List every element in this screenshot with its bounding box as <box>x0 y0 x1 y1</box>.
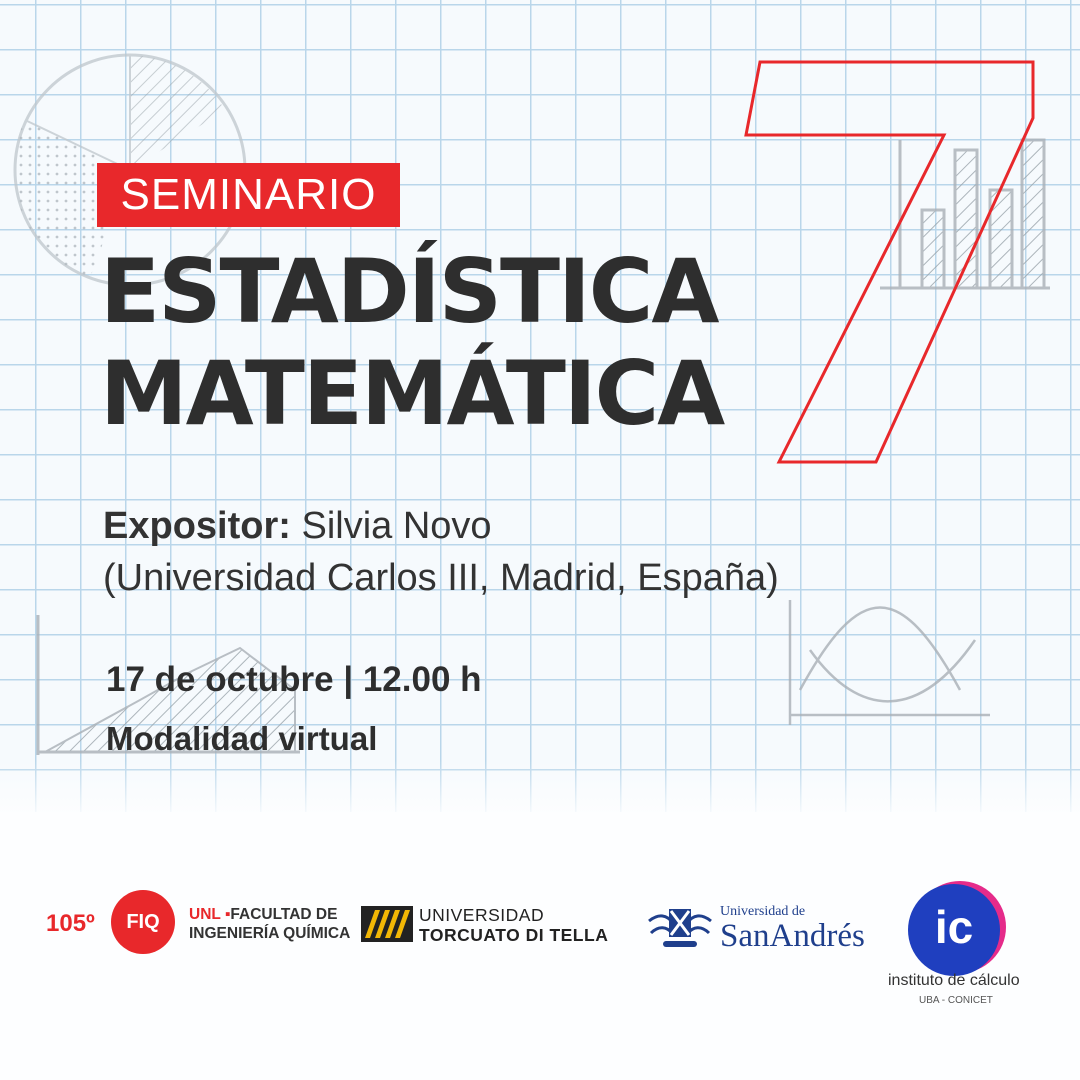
fiq-institution: UNL ▪FACULTAD DE INGENIERÍA QUÍMICA <box>189 906 351 942</box>
fiq-line-2: INGENIERÍA QUÍMICA <box>189 925 351 942</box>
title-line-1: ESTADÍSTICA <box>100 240 718 343</box>
speaker-label: Expositor: <box>103 505 291 547</box>
ic-badge-label: ic <box>934 901 974 953</box>
event-datetime <box>106 660 482 700</box>
curve-chart-sketch <box>790 600 990 725</box>
sanandres-line-2: SanAndrés <box>720 918 865 954</box>
event-separator: | <box>343 660 354 699</box>
ditella-stripes-icon <box>361 906 413 942</box>
fiq-badge <box>111 890 175 954</box>
title-line-2: MATEMÁTICA <box>100 342 724 445</box>
unl-label: UNL <box>189 906 221 923</box>
fiq-anniversary: 105º <box>46 910 95 937</box>
speaker-affiliation: (Universidad Carlos III, Madrid, España) <box>103 557 779 599</box>
ic-badge <box>908 884 1000 976</box>
ditella-name <box>419 905 608 945</box>
event-mode: Modalidad virtual <box>106 720 378 757</box>
ditella-line-2: TORCUATO DI TELLA <box>419 925 609 945</box>
speaker-block <box>103 500 779 604</box>
event-date: 17 de octubre <box>106 660 334 699</box>
event-time: 12.00 h <box>362 660 482 699</box>
ic-line-1: instituto de cálculo <box>888 972 1020 989</box>
seminar-tag: SEMINARIO <box>97 163 400 227</box>
sanandres-name <box>720 905 865 953</box>
ic-line-2: UBA - CONICET <box>919 995 993 1006</box>
fiq-line-1: FACULTAD DE <box>230 906 338 923</box>
ditella-line-1: UNIVERSIDAD <box>419 905 545 925</box>
sanandres-line-1: Universidad de <box>720 904 806 919</box>
sanandres-crest-icon <box>645 903 715 951</box>
fiq-badge-label: FIQ <box>126 911 160 933</box>
speaker-name: Silvia Novo <box>301 505 492 547</box>
